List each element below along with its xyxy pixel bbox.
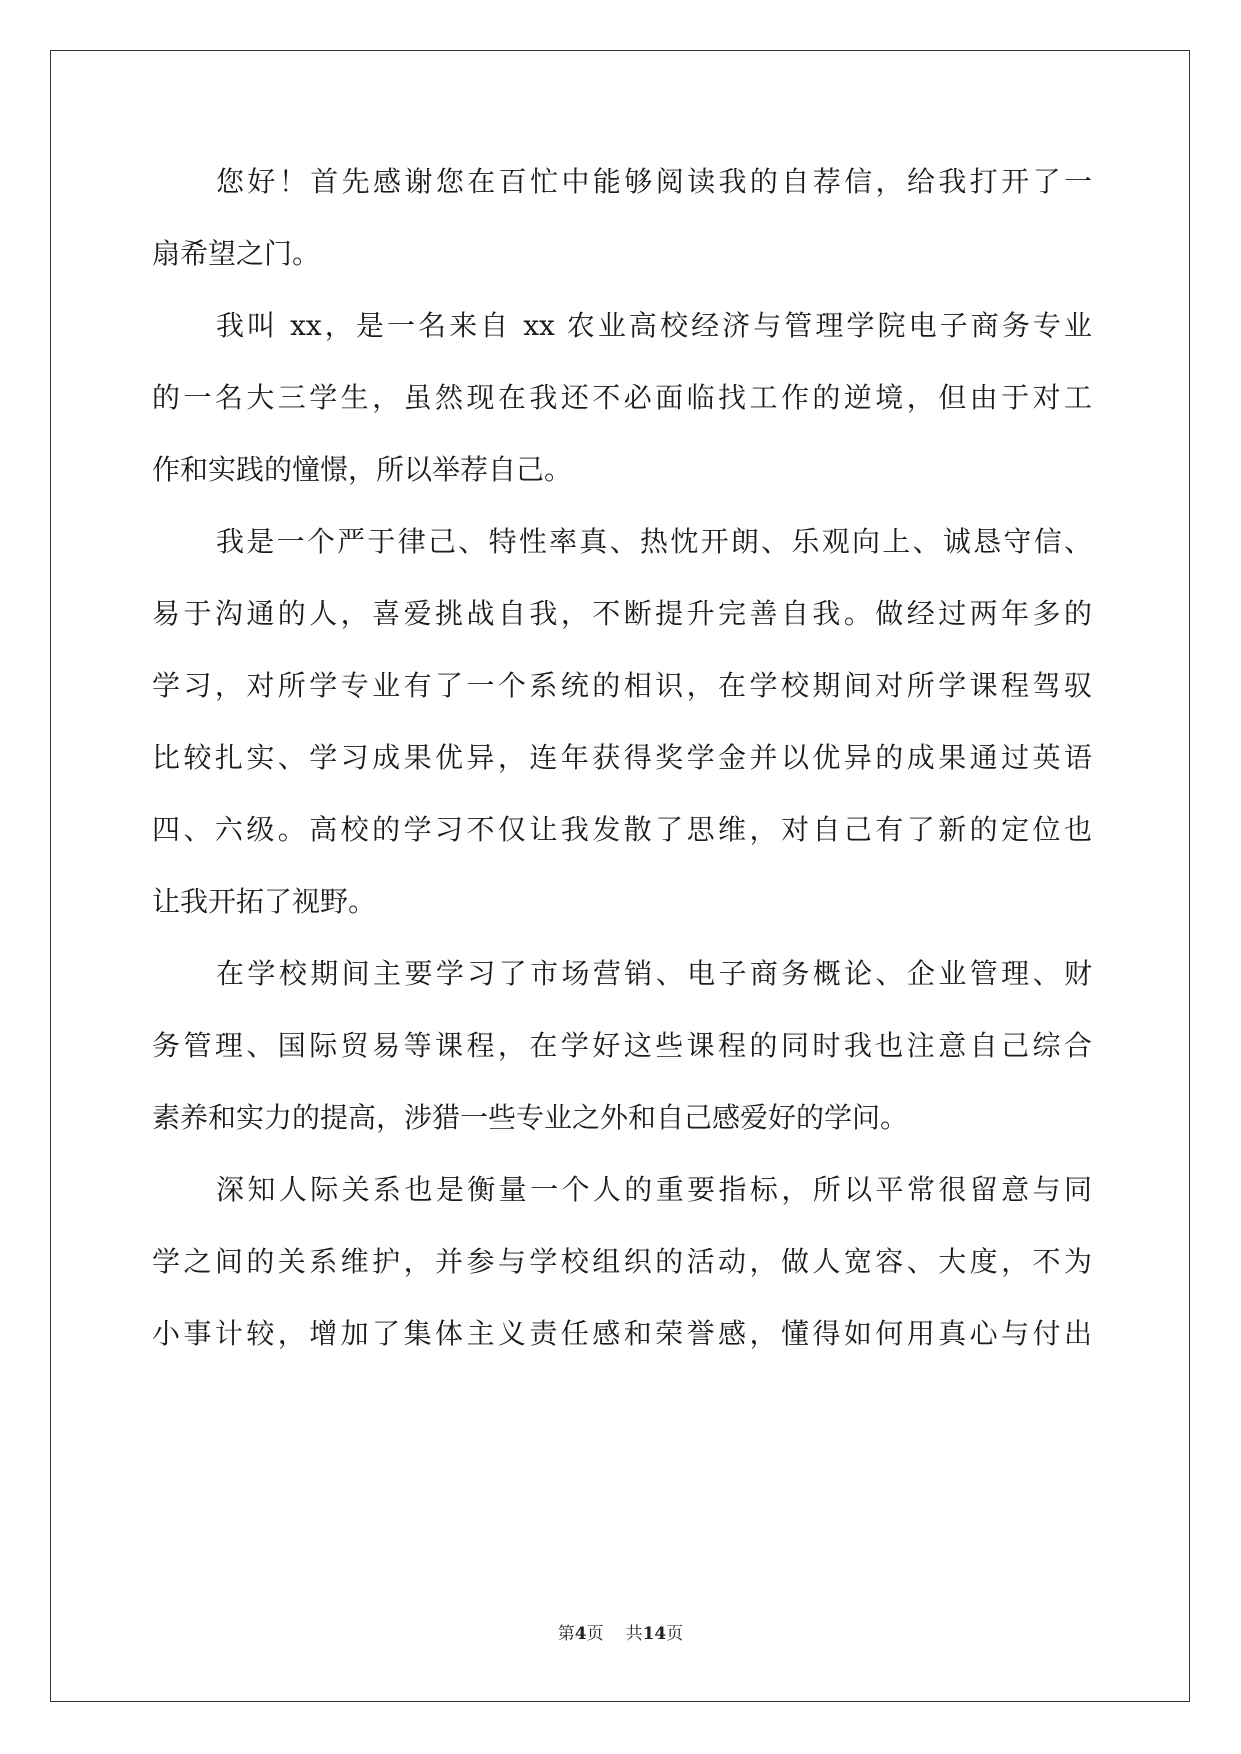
text-line: 在学校期间主要学习了市场营销、电子商务概论、企业管理、财 xyxy=(216,957,1092,990)
page-border xyxy=(50,50,1190,1702)
text-line: 学之间的关系维护，并参与学校组织的活动，做人宽容、大度，不为 xyxy=(152,1245,1092,1278)
text-line: 扇希望之门。 xyxy=(152,237,321,270)
total-pages: 14 xyxy=(642,1624,667,1644)
text-line: 我叫 xx，是一名来自 xx 农业高校经济与管理学院电子商务专业 xyxy=(216,309,1092,342)
total-prefix: 共 xyxy=(625,1624,643,1644)
text-line: 比较扎实、学习成果优异，连年获得奖学金并以优异的成果通过英语 xyxy=(152,741,1092,774)
text-line: 的一名大三学生，虽然现在我还不必面临找工作的逆境，但由于对工 xyxy=(152,381,1092,414)
page-number: 4 xyxy=(574,1624,587,1644)
text-line: 深知人际关系也是衡量一个人的重要指标，所以平常很留意与同 xyxy=(216,1173,1092,1206)
text-line: 四、六级。高校的学习不仅让我发散了思维，对自己有了新的定位也 xyxy=(152,813,1092,846)
text-line: 让我开拓了视野。 xyxy=(152,885,377,918)
page-prefix: 第 xyxy=(557,1624,575,1644)
text-line: 小事计较，增加了集体主义责任感和荣誉感，懂得如何用真心与付出 xyxy=(152,1317,1092,1350)
text-line: 作和实践的憧憬，所以举荐自己。 xyxy=(152,453,573,486)
page-suffix: 页 xyxy=(586,1624,604,1644)
text-line: 易于沟通的人，喜爱挑战自我，不断提升完善自我。做经过两年多的 xyxy=(152,597,1092,630)
text-line: 素养和实力的提高，涉猎一些专业之外和自己感爱好的学问。 xyxy=(152,1101,909,1134)
page-footer xyxy=(0,1622,1241,1646)
total-suffix: 页 xyxy=(666,1624,684,1644)
text-line: 您好！首先感谢您在百忙中能够阅读我的自荐信，给我打开了一 xyxy=(216,165,1092,198)
text-line: 务管理、国际贸易等课程，在学好这些课程的同时我也注意自己综合 xyxy=(152,1029,1092,1062)
text-line: 学习，对所学专业有了一个系统的相识，在学校期间对所学课程驾驭 xyxy=(152,669,1092,702)
text-line: 我是一个严于律己、特性率真、热忱开朗、乐观向上、诚恳守信、 xyxy=(216,525,1092,558)
